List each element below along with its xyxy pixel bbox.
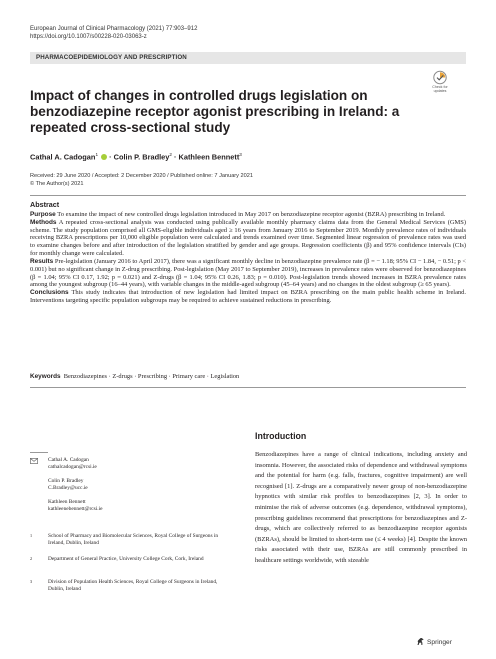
coauthor-contact — [48, 499, 103, 513]
abstract-purpose — [30, 211, 466, 219]
purpose-text: To examine the impact of new controlled drugs legislation introduced in May 2017 on benzodiazepine receptor agonist (BZRA) prescribing in Ireland. — [57, 210, 446, 218]
author-separator: · — [171, 152, 179, 162]
copyright-line: © The Author(s) 2021 — [30, 181, 84, 187]
springer-horse-icon — [416, 637, 425, 646]
affiliation-ref: 3 — [239, 152, 242, 157]
affiliation-text: School of Pharmacy and Biomolecular Sciences, Royal College of Surgeons in Ireland, Dublin, Ireland — [48, 533, 219, 547]
coauthor-contact — [48, 478, 88, 492]
abstract-results — [30, 258, 466, 289]
abstract-top-rule — [30, 195, 466, 196]
affiliation-ref: 2 — [169, 152, 172, 157]
publication-dates: Received: 29 June 2020 / Accepted: 2 December 2020 / Published online: 7 January 2021 — [30, 173, 253, 179]
methods-label: Methods — [30, 218, 57, 226]
affiliation-text: Division of Population Health Sciences, Royal College of Surgeons in Ireland, Dublin, Ireland — [48, 579, 218, 593]
keywords-label: Keywords — [30, 373, 61, 380]
author-name[interactable]: Kathleen Bennett — [178, 152, 240, 162]
author-name[interactable]: Cathal A. Cadogan — [30, 152, 96, 162]
abstract-methods — [30, 219, 466, 258]
affiliation-text: Department of General Practice, University College Cork, Cork, Ireland — [48, 556, 204, 562]
article-history — [30, 172, 253, 188]
results-label: Results — [30, 257, 54, 265]
keywords-rule — [30, 387, 466, 388]
email-envelope-icon — [30, 458, 38, 464]
abstract — [30, 201, 466, 305]
author-name: Kathleen Bennett — [48, 499, 86, 505]
section-label: PHARMACOEPIDEMIOLOGY AND PRESCRIPTION — [36, 54, 187, 61]
author-email[interactable]: C.Bradley@ucc.ie — [48, 485, 88, 492]
author-email[interactable]: kathleenebennett@rcsi.ie — [48, 506, 103, 513]
author-list — [30, 152, 242, 161]
abstract-conclusions — [30, 289, 466, 305]
affiliation-number: 2 — [30, 556, 33, 561]
introduction-heading: Introduction — [255, 431, 307, 441]
conclusions-text: This study indicates that introduction of new legislation had limited impact on BZRA prescribing on the main public health scheme in Ireland. Interventions targeting specific population subgroups may be required to achieve sustained reductions in prescribing. — [30, 289, 466, 305]
author-name[interactable]: Colin P. Bradley — [113, 152, 170, 162]
publisher-name: Springer — [427, 639, 452, 646]
author-email[interactable]: cathalcadogan@rcsi.ie — [48, 464, 97, 471]
check-for-updates-badge[interactable] — [425, 70, 455, 96]
publisher-footer — [416, 637, 452, 646]
author-name: Cathal A. Cadogan — [48, 457, 89, 463]
keywords-text: Benzodiazepines · Z-drugs · Prescribing · Primary care · Legislation — [63, 373, 240, 380]
author-separator: · — [107, 152, 114, 162]
section-bar — [30, 52, 466, 64]
journal-header — [30, 25, 197, 41]
author-name: Colin P. Bradley — [48, 478, 84, 484]
check-for-updates-icon — [425, 70, 455, 85]
affiliation-number: 3 — [30, 579, 33, 584]
doi-link[interactable]: https://doi.org/10.1007/s00228-020-03063-z — [30, 34, 147, 40]
article-title: Impact of changes in controlled drugs legislation on benzodiazepine receptor agonist prescribing in Ireland: a repeated cross-sectional study — [30, 88, 400, 135]
purpose-label: Purpose — [30, 210, 56, 218]
introduction-paragraph: Benzodiazepines have a range of clinical indications, including anxiety and insomnia. However, the associated risks of dependence and withdrawal symptoms and the potential for harm (e.g. falls, fractures, cognitive impairment) are well recognised [1]. Z-drugs are a comparatively newer group of non-benzodiazepine hypnotics with similar risk profiles to benzodiazepines [2, 3]. In order to minimise the risk of adverse outcomes (e.g. dependence, withdrawal symptoms), prescribing guidelines recommend that prescriptions for benzodiazepines and Z-drugs, which are collectively referred to as benzodiazepine receptor agonists (BZRAs), should be limited to short-term use (≤ 4 weeks) [4]. Despite the known risks associated with their use, BZRAs are still commonly prescribed in healthcare settings worldwide, with sizeable — [255, 451, 467, 564]
journal-citation: European Journal of Clinical Pharmacology (2021) 77:903–912 — [30, 26, 198, 32]
results-text: Pre-legislation (January 2016 to April 2017), there was a significant monthly decline in benzodiazepine prevalence rate (β = − 1.18; 95% CI − 1.84, − 0.51; p < 0.001) but no significant change in Z-drug prescribing. Post-legislation (May 2017 to September 2019), increases in prevalence rates were observed for benzodiazepines (β = 1.04; 95% CI 0.17, 1.92; p = 0.021) and Z-drugs (β = 1.04; 95% CI 0.26, 1.83; p = 0.010). Post-legislation trends showed increases in BZRA prevalence rates among the youngest subgroup (16–44 years), with variable changes in the middle-aged subgroup (45–64 years) and no changes in the oldest subgroup (≥ 65 years). — [30, 257, 467, 289]
affiliation-number: 1 — [30, 533, 33, 538]
abstract-heading: Abstract — [30, 200, 60, 209]
corresponding-author — [48, 457, 97, 471]
methods-text: A repeated cross-sectional analysis was conducted using publically available monthly pharmacy claims data from the General Medical Services (GMS) scheme. The study population comprised all GMS-eligible individuals aged ≥ 16 years from January 2016 to September 2019. Monthly prevalence rates of individuals receiving BZRA prescriptions per 10,000 eligible population were calculated and trends examined over time. Segmented linear regression of prevalence rates was used to examine changes before and after introduction of the legislation stratified by gender and age groups. Regression coefficients (β) and 95% confidence intervals (CIs) for monthly change were calculated. — [30, 218, 466, 258]
keywords — [30, 373, 239, 380]
affiliation-ref: 1 — [95, 152, 98, 157]
check-for-updates-label: Check for updates — [432, 85, 448, 93]
footnote-rule — [30, 452, 48, 453]
conclusions-label: Conclusions — [30, 289, 69, 297]
introduction-body — [255, 450, 467, 567]
